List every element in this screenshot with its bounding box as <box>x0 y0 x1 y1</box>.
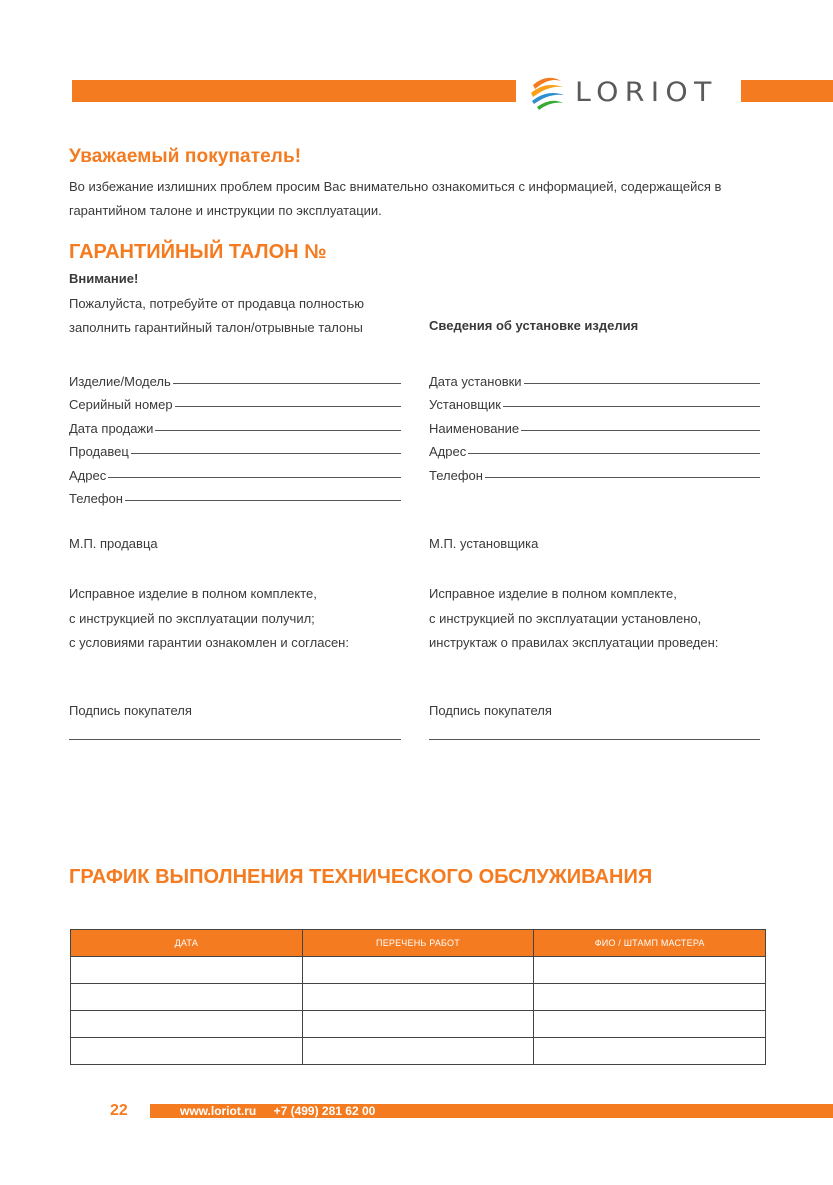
table-cell[interactable] <box>71 957 303 984</box>
note-line: заполнить гарантийный талон/отрывные талоны <box>69 320 363 335</box>
fill-line <box>125 500 401 501</box>
condition-line: инструктаж о правилах эксплуатации проведен: <box>429 635 719 650</box>
fill-line <box>131 453 401 454</box>
table-cell[interactable] <box>302 957 534 984</box>
installer-signature-label: Подпись покупателя <box>429 703 552 718</box>
field-seller[interactable] <box>69 436 401 460</box>
table-cell[interactable] <box>534 1038 766 1065</box>
fill-line <box>524 383 760 384</box>
field-install-date[interactable] <box>429 365 760 389</box>
footer-phone[interactable]: +7 (499) 281 62 00 <box>273 1104 376 1118</box>
field-installer-address[interactable] <box>429 436 760 460</box>
table-cell[interactable] <box>302 1038 534 1065</box>
buyer-condition <box>69 582 409 656</box>
condition-line: с условиями гарантии ознакомлен и согласен: <box>69 635 349 650</box>
table-cell[interactable] <box>302 1011 534 1038</box>
greeting-line: гарантийном талоне и инструкции по эксплуатации. <box>69 203 382 218</box>
note-line: Пожалуйста, потребуйте от продавца полностью <box>69 296 364 311</box>
logo-emblem-icon <box>527 71 567 113</box>
fill-line <box>468 453 760 454</box>
footer-contacts <box>180 1104 389 1118</box>
table-row <box>71 1011 766 1038</box>
column-header-date: ДАТА <box>71 930 303 957</box>
maintenance-table <box>70 929 766 1065</box>
fill-line <box>155 430 401 431</box>
fill-line <box>485 477 760 478</box>
header-bar-left <box>72 80 516 102</box>
table-row <box>71 984 766 1011</box>
table-header-row <box>71 930 766 957</box>
fill-line <box>503 406 760 407</box>
table-cell[interactable] <box>534 984 766 1011</box>
condition-line: с инструкцией по эксплуатации установлено, <box>429 610 702 626</box>
field-label: Изделие/Модель <box>69 373 171 389</box>
field-label: Продавец <box>69 444 129 459</box>
fill-line <box>175 406 401 407</box>
table-cell[interactable] <box>71 1038 303 1065</box>
install-fields <box>429 365 760 483</box>
column-header-master: ФИО / ШТАМП МАСТЕРА <box>534 930 766 957</box>
attention-note <box>69 292 399 340</box>
page-number: 22 <box>110 1102 128 1119</box>
field-label: Адрес <box>429 444 467 459</box>
field-label: Дата продажи <box>69 420 154 436</box>
greeting-line: Во избежание излишних проблем просим Вас внимательно ознакомиться с информацией, содержащейся в <box>69 179 722 194</box>
condition-line: с инструкцией по эксплуатации получил; <box>69 610 315 626</box>
greeting-title: Уважаемый покупатель! <box>69 146 302 167</box>
buyer-signature-line[interactable] <box>69 739 401 740</box>
brand-logo <box>527 70 732 114</box>
installer-condition <box>429 582 769 656</box>
seller-fields <box>69 365 401 506</box>
fill-line <box>521 430 760 431</box>
seller-stamp-label: М.П. продавца <box>69 536 158 551</box>
table-cell[interactable] <box>71 1011 303 1038</box>
table-row <box>71 957 766 984</box>
field-model[interactable] <box>69 365 401 389</box>
buyer-signature-label: Подпись покупателя <box>69 703 192 718</box>
table-row <box>71 1038 766 1065</box>
field-serial[interactable] <box>69 389 401 413</box>
field-label: Телефон <box>429 467 483 483</box>
condition-line: Исправное изделие в полном комплекте, <box>429 586 677 601</box>
field-label: Адрес <box>69 467 107 483</box>
field-label: Дата установки <box>429 373 522 389</box>
installer-signature-line[interactable] <box>429 739 760 740</box>
field-seller-phone[interactable] <box>69 483 401 507</box>
table-cell[interactable] <box>71 984 303 1011</box>
condition-line: Исправное изделие в полном комплекте, <box>69 586 317 601</box>
column-header-works: ПЕРЕЧЕНЬ РАБОТ <box>302 930 534 957</box>
field-sale-date[interactable] <box>69 412 401 436</box>
field-label: Телефон <box>69 491 123 506</box>
field-seller-address[interactable] <box>69 459 401 483</box>
table-cell[interactable] <box>302 984 534 1011</box>
fill-line <box>173 383 401 384</box>
install-info-heading: Сведения об установке изделия <box>429 318 639 333</box>
logo-wordmark: LORIOT <box>575 76 718 108</box>
table-cell[interactable] <box>534 957 766 984</box>
field-installer[interactable] <box>429 389 760 413</box>
table-cell[interactable] <box>534 1011 766 1038</box>
header-bar-right <box>741 80 833 102</box>
schedule-title: ГРАФИК ВЫПОЛНЕНИЯ ТЕХНИЧЕСКОГО ОБСЛУЖИВАНИЯ <box>69 866 653 888</box>
footer-website-link[interactable]: www.loriot.ru <box>180 1104 257 1118</box>
field-company-name[interactable] <box>429 412 760 436</box>
field-label: Серийный номер <box>69 397 173 412</box>
field-label: Наименование <box>429 420 520 436</box>
installer-stamp-label: М.П. установщика <box>429 536 539 551</box>
warranty-title: ГАРАНТИЙНЫЙ ТАЛОН № <box>69 241 327 263</box>
greeting-text <box>69 175 769 223</box>
field-installer-phone[interactable] <box>429 459 760 483</box>
field-label: Установщик <box>429 397 501 412</box>
fill-line <box>108 477 401 478</box>
attention-label: Внимание! <box>69 271 139 286</box>
